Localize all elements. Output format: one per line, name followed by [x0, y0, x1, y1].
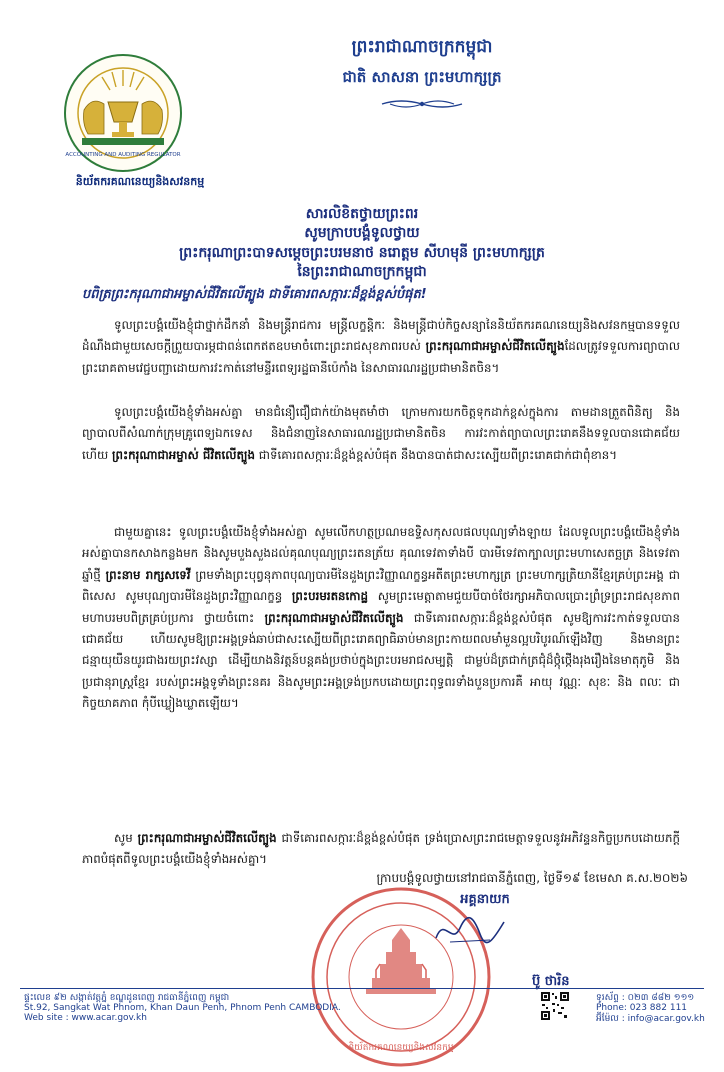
p2-text-b: ជាទីគោរពសក្ការៈដ៏ខ្ពង់ខ្ពស់បំផុត នឹងបានបាត់ជាសះស្បើយពីព្រះរោគជាក់ជាពុំខាន។: [255, 447, 618, 462]
qr-code-icon: [540, 991, 570, 1021]
addressee-kingdom: នៃព្រះរាជាណាចក្រកម្ពុជា: [297, 264, 427, 280]
p3-text-b: ព្រមទាំងព្រះបុព្វនុភាពបុណ្យបារមីនៃដួងព្រះវិញ្ញាណក្ខន្ធអតីតព្រះមហាក្សត្រ ព្រះមហាក្សត្រិយានីខ្មែរគ្រប់ព្រះអង្គ ជាពិសេស សូមបុណ្យបារមីនៃដួងព្រះវិញ្ញាណក្ខន្ធ: [82, 567, 681, 604]
p1-text-a: ទូលព្រះបង្គំយើងខ្ញុំជាថ្នាក់ដឹកនាំ និងមន្ត្រីរាជការ មន្ត្រីលក្ខន្តិកៈ និងមន្ត្រីជាប់កិច្ចសន្យានៃនិយ័តករគណនេយ្យនិងសវនកម្មបានទទួលដំណឹងជាមួយសេចក្ដីព្រួយបារម្ភជាពន់ពេកឥតឧបមាចំពោះព្រះរាជសុខភាពរបស់: [82, 318, 680, 354]
paragraph-2: [82, 402, 680, 466]
organization-logo-icon: [62, 52, 184, 174]
national-motto: ជាតិ សាសនា ព្រះមហាក្សត្រ: [342, 68, 502, 86]
p4-highlight: ព្រះករុណាជាអម្ចាស់ជីវិតលើត្បូង: [137, 831, 277, 845]
p3-highlight-1: ព្រះនាម រាក្សសទេវី: [105, 567, 191, 582]
footer-email-link[interactable]: អ៊ីម៉ែល : info@acar.gov.kh: [596, 1014, 705, 1024]
footer-address-english: St.92, Sangkat Wat Phnom, Khan Daun Penh, Phnom Penh CAMBODIA.: [24, 1003, 341, 1013]
addressee-line: ព្រះករុណាព្រះបាទសម្ដេចព្រះបរមនាថ នរោត្តម សីហមុនី ព្រះមហាក្សត្រ: [179, 245, 545, 261]
paragraph-3: [82, 522, 680, 715]
logo-text: ACCOUNTING AND AUDITING REGULATOR: [65, 152, 181, 158]
stamp-text: និយ័តករគណនេយ្យនិងសវនកម្ម: [348, 1043, 454, 1053]
p2-text-a: ទូលព្រះបង្គំយើងខ្ញុំទាំងអស់គ្នា មានជំនឿជឿជាក់យ៉ាងមុតមាំថា ក្រោមការយកចិត្តទុកដាក់ខ្ពស់ក្នុងការ តាមដានត្រួតពិនិត្យ និងព្យាបាលពីសំណាក់ក្រុមគ្រូពេទ្យឯកទេស និងជំនាញនៃសាធារណរដ្ឋប្រជាមានិតចិន ការវះកាត់ព្យាបាលព្រះរោគនឹងទទួលបានជោគជ័យ ហើយ: [82, 405, 680, 462]
kingdom-heading: ព្រះរាជាណាចក្រកម្ពុជា: [351, 37, 493, 57]
p3-text-d: ជាទីគោរពសក្ការៈដ៏ខ្ពង់ខ្ពស់បំផុត សូមឱ្យការវះកាត់ទទួលបានជោគជ័យ ហើយសូមឱ្យព្រះអង្គទ្រង់ឆាប់ជាសះស្បើយពីព្រះរោគព្យាធិឆាប់មានព្រះកាយពលមាំមួនល្អបរិបូរណ៍ឡើងវិញ និងមានព្រះជន្មាយុយឺនយូរជាងរយព្រះវស្សា ដើម្បីយាងនិវត្តន៍បន្តគង់ប្រថាប់ក្នុងព្រះបរមរាជសម្បត្តិ ជាម្លប់ដ៏ត្រជាក់ត្រជុំដ៏ថ្កុំថ្កើងរុងរឿងនៃមាតុភូមិ និងប្រជានុរាស្ត្រខ្មែរ របស់ព្រះអង្គទូទាំងព្រះនគរ និងសូមព្រះអង្គទ្រង់ប្រកបដោយព្រះពុទ្ធពរទាំងបួនប្រការគឺ អាយុ វណ្ណៈ សុខៈ និង ពលៈ ជាកិច្ចយាគភាព កុំបីឃ្លៀងឃ្លាតឡើយ។: [82, 610, 681, 711]
p4-text-a: សូម: [114, 831, 138, 845]
signatory-title: អគ្គនាយក: [460, 892, 510, 907]
footer-divider: [20, 988, 704, 989]
p3-highlight-2: ព្រះបរមរតនកោដ្ឋ: [291, 589, 369, 604]
footer-website-link[interactable]: Web site : www.acar.gov.kh: [24, 1013, 147, 1023]
organization-name: និយ័តករគណនេយ្យនិងសវនកម្ម: [75, 175, 205, 188]
letter-title: សារលិខិតថ្វាយព្រះពរ: [305, 206, 419, 222]
footer-address-khmer: ផ្ទះលេខ ៩២ សង្កាត់វត្តភ្នំ ខណ្ឌដូនពេញ រាជធានីភ្នំពេញ កម្ពុជា: [24, 993, 230, 1003]
signing-date-line: ក្រាបបង្គំទូលថ្វាយនៅរាជធានីភ្នំពេញ, ថ្ងៃទី១៩ ខែមេសា គ.ស.២០២៦: [376, 871, 688, 885]
ornament-divider-icon: [380, 96, 464, 112]
p1-text-b: ដែលត្រូវទទួលការព្យាបាលព្រះរោគតាមវេជ្ជបញ្ជាដោយការវះកាត់នៅមន្ទីរពេទ្យរដ្ឋធានីប៉េកាំង នៃសាធារណរដ្ឋប្រជាមានិតចិន។: [82, 339, 680, 375]
handwritten-signature-icon: [430, 910, 510, 950]
p3-highlight-3: ព្រះករុណាជាអម្ចាស់ជីវិតលើត្បូង: [264, 610, 404, 625]
signatory-name: ប៊ូ ថារិន: [532, 974, 570, 989]
p2-highlight: ព្រះករុណាជាអម្ចាស់ ជីវិតលើត្បូង: [111, 447, 256, 462]
p1-highlight: ព្រះករុណាជាអម្ចាស់ជីវិតលើត្បូង: [425, 339, 565, 354]
p3-text-a: ជាមួយគ្នានេះ ទូលព្រះបង្គំយើងខ្ញុំទាំងអស់គ្នា សូមលើកហត្ថប្រណមឧទ្ទិសកុសលផលបុណ្យទាំងឡាយ ដែលទូលព្រះបង្គំយើងខ្ញុំទាំងអស់គ្នាបានកសាងកន្លងមក និងសូមបួងសួងដល់គុណបុណ្យព្រះរតនត្រ័យ គុណទេវតាទាំងបី បារមីទេវតាក្បាលព្រះមហាសេតច្ឆត្រ និងទេវតាឆ្នាំថ្មី: [82, 525, 680, 582]
letter-subtitle: សូមក្រាបបង្គំទូលថ្វាយ: [304, 225, 420, 241]
p3-text-c: សូមព្រះមេត្តាតាមជួយបីបាច់ថែរក្សាអភិបាលប្រោះព្រំទ្រព្រះរាជសុខភាពមហាបរមបពិត្រគ្រប់ប្រការ ថ្វាយចំពោះ: [82, 589, 680, 625]
footer-phone-english: Phone: 023 882 111: [596, 1003, 688, 1013]
p4-text-b: ជាទីគោរពសក្ការៈដ៏ខ្ពង់ខ្ពស់បំផុត ទ្រង់ប្រោសព្រះរាជមេត្តាទទួលនូវអភិវន្ទនកិច្ចប្រកបដោយភក្តីភាពបំផុតពីទូលព្រះបង្គំយើងខ្ញុំទាំងអស់គ្នា។: [82, 831, 680, 867]
footer-phone-khmer: ទូរស័ព្ទ : ០២៣ ៨៨២ ១១១: [596, 993, 695, 1003]
salutation: បពិត្រព្រះករុណាជាអម្ចាស់ជីវិតលើត្បូង ជាទីគោរពសក្ការៈដ៏ខ្ពង់ខ្ពស់បំផុត!: [82, 287, 427, 302]
paragraph-4: [82, 828, 680, 871]
paragraph-1: [82, 315, 680, 379]
